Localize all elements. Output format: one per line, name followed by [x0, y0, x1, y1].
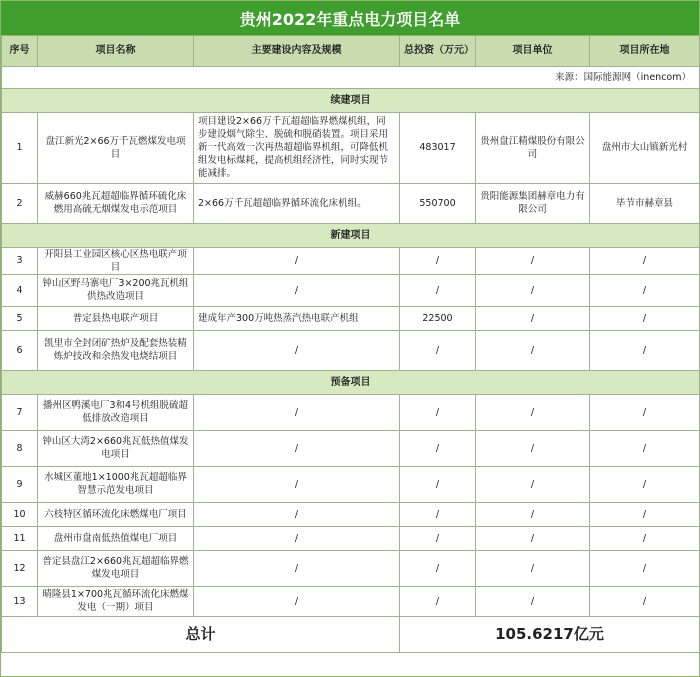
project-location: / — [590, 306, 700, 330]
project-table — [1, 36, 700, 653]
project-investment: / — [400, 502, 476, 526]
table-row — [2, 526, 700, 550]
project-unit: / — [476, 330, 590, 370]
section-title: 预备项目 — [2, 370, 700, 394]
table-row — [2, 466, 700, 502]
table-row — [2, 306, 700, 330]
project-location: / — [590, 466, 700, 502]
section-row — [2, 88, 700, 112]
project-investment: / — [400, 330, 476, 370]
column-header: 序号 — [2, 36, 38, 66]
source-row — [2, 66, 700, 88]
project-unit: / — [476, 430, 590, 466]
project-unit: / — [476, 550, 590, 586]
project-name: 六枝特区循环流化床燃煤电厂项目 — [38, 502, 194, 526]
row-number: 5 — [2, 306, 38, 330]
row-number: 1 — [2, 112, 38, 183]
section-title: 新建项目 — [2, 223, 700, 247]
project-investment: / — [400, 586, 476, 616]
project-name: 威赫660兆瓦超超临界循环硫化床燃用高硫无烟煤发电示范项目 — [38, 183, 194, 223]
project-unit: / — [476, 306, 590, 330]
project-investment: / — [400, 274, 476, 306]
project-location: / — [590, 430, 700, 466]
project-name: 钟山区大湾2×660兆瓦低热值煤发电项目 — [38, 430, 194, 466]
project-content: / — [194, 586, 400, 616]
project-investment: 550700 — [400, 183, 476, 223]
project-unit: 贵州盘江精煤股份有限公司 — [476, 112, 590, 183]
project-name: 盘州市盘南低热值煤电厂项目 — [38, 526, 194, 550]
row-number: 8 — [2, 430, 38, 466]
table-row — [2, 502, 700, 526]
project-content: / — [194, 550, 400, 586]
project-investment: / — [400, 394, 476, 430]
column-header: 项目单位 — [476, 36, 590, 66]
project-location: / — [590, 274, 700, 306]
section-row — [2, 370, 700, 394]
table-row — [2, 330, 700, 370]
project-unit: / — [476, 247, 590, 274]
project-content: 建成年产300万吨热蒸汽热电联产机组 — [194, 306, 400, 330]
project-unit: 贵阳能源集团赫章电力有限公司 — [476, 183, 590, 223]
table-row — [2, 183, 700, 223]
project-unit: / — [476, 526, 590, 550]
table-row — [2, 586, 700, 616]
project-name: 盘江新光2×66万千瓦燃煤发电项目 — [38, 112, 194, 183]
project-name: 普定县盘江2×660兆瓦超超临界燃煤发电项目 — [38, 550, 194, 586]
row-number: 9 — [2, 466, 38, 502]
project-content: 项目建设2×66万千瓦超超临界燃煤机组，同步建设烟气除尘、脱硫和脱硝装置。项目采用新一代高效一次再热超超临界机组，可降低机组发电标煤耗，提高机组经济性，同时实现节能减排。 — [194, 112, 400, 183]
project-name: 凯里市全封闭矿热炉及配套热装精炼炉技改和余热发电烧结项目 — [38, 330, 194, 370]
project-location: / — [590, 502, 700, 526]
project-unit: / — [476, 394, 590, 430]
row-number: 12 — [2, 550, 38, 586]
table-row — [2, 247, 700, 274]
project-location: 盘州市大山镇新光村 — [590, 112, 700, 183]
table-row — [2, 274, 700, 306]
column-header: 总投资（万元） — [400, 36, 476, 66]
row-number: 10 — [2, 502, 38, 526]
table-row — [2, 394, 700, 430]
project-content: / — [194, 330, 400, 370]
project-unit: / — [476, 466, 590, 502]
project-name: 晴隆县1×700兆瓦循环流化床燃煤发电（一期）项目 — [38, 586, 194, 616]
project-location: / — [590, 586, 700, 616]
project-location: 毕节市赫章县 — [590, 183, 700, 223]
total-value: 105.6217亿元 — [400, 616, 700, 652]
project-location: / — [590, 330, 700, 370]
project-unit: / — [476, 586, 590, 616]
project-content: / — [194, 526, 400, 550]
project-investment: / — [400, 247, 476, 274]
project-name: 钟山区野马寨电厂3×200兆瓦机组供热改造项目 — [38, 274, 194, 306]
project-investment: 22500 — [400, 306, 476, 330]
column-header: 主要建设内容及规模 — [194, 36, 400, 66]
project-investment: / — [400, 466, 476, 502]
project-name: 普定县热电联产项目 — [38, 306, 194, 330]
project-investment: / — [400, 526, 476, 550]
page-title: 贵州2022年重点电力项目名单 — [1, 1, 699, 36]
project-investment: / — [400, 430, 476, 466]
project-name: 开阳县工业园区核心区热电联产项目 — [38, 247, 194, 274]
row-number: 2 — [2, 183, 38, 223]
row-number: 6 — [2, 330, 38, 370]
project-content: / — [194, 466, 400, 502]
project-name: 水城区董地1×1000兆瓦超超临界智慧示范发电项目 — [38, 466, 194, 502]
table-row — [2, 550, 700, 586]
row-number: 7 — [2, 394, 38, 430]
project-content: / — [194, 430, 400, 466]
project-unit: / — [476, 274, 590, 306]
project-location: / — [590, 394, 700, 430]
row-number: 11 — [2, 526, 38, 550]
table-row — [2, 430, 700, 466]
project-content: / — [194, 502, 400, 526]
project-name: 播州区鸭溪电厂3和4号机组脱硫超低排放改造项目 — [38, 394, 194, 430]
project-content: / — [194, 394, 400, 430]
project-content: / — [194, 274, 400, 306]
project-content: / — [194, 247, 400, 274]
row-number: 4 — [2, 274, 38, 306]
project-unit: / — [476, 502, 590, 526]
source-note: 来源：国际能源网（inencom） — [2, 66, 700, 88]
column-header: 项目所在地 — [590, 36, 700, 66]
total-label: 总计 — [2, 616, 400, 652]
total-row — [2, 616, 700, 652]
section-row — [2, 223, 700, 247]
header-row — [2, 36, 700, 66]
project-location: / — [590, 247, 700, 274]
column-header: 项目名称 — [38, 36, 194, 66]
project-investment: 483017 — [400, 112, 476, 183]
project-location: / — [590, 526, 700, 550]
project-location: / — [590, 550, 700, 586]
section-title: 续建项目 — [2, 88, 700, 112]
row-number: 3 — [2, 247, 38, 274]
project-content: 2×66万千瓦超超临界循环流化床机组。 — [194, 183, 400, 223]
project-investment: / — [400, 550, 476, 586]
table-row — [2, 112, 700, 183]
row-number: 13 — [2, 586, 38, 616]
